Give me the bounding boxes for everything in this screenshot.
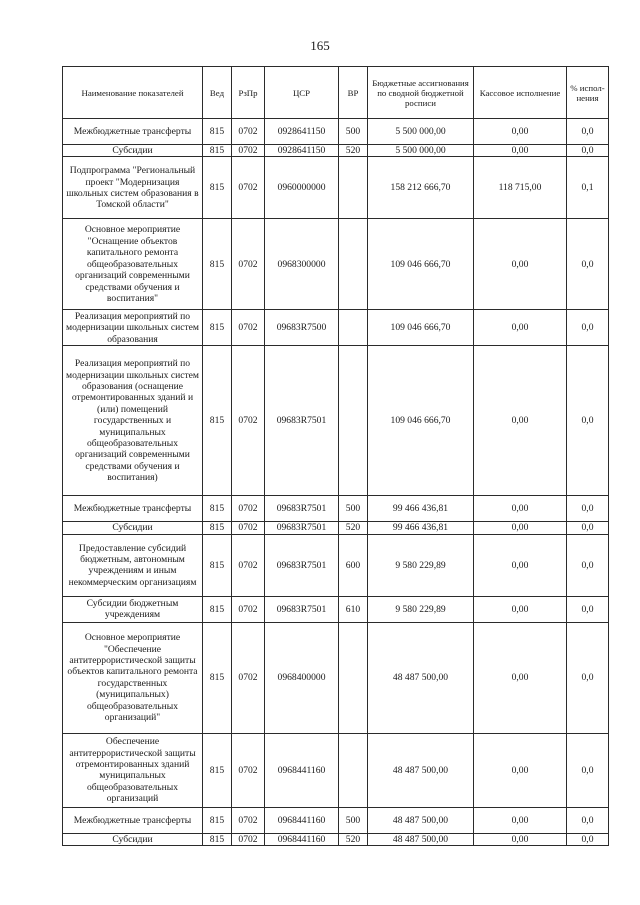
cell-csr: 0968400000 — [265, 622, 339, 733]
cell-csr: 0928641150 — [265, 145, 339, 157]
cell-vr — [339, 157, 368, 219]
cell-csr: 09683R7501 — [265, 596, 339, 622]
cell-name: Субсидии — [63, 145, 203, 157]
cell-assignments: 109 046 666,70 — [368, 219, 474, 310]
cell-assignments: 109 046 666,70 — [368, 346, 474, 496]
cell-cash-execution: 0,00 — [474, 346, 567, 496]
table-row — [63, 346, 609, 496]
cell-cash-execution: 0,00 — [474, 622, 567, 733]
page-number: 165 — [310, 38, 330, 53]
cell-rzpr: 0702 — [232, 219, 265, 310]
cell-rzpr: 0702 — [232, 833, 265, 845]
cell-ved: 815 — [203, 119, 232, 145]
table-row — [63, 219, 609, 310]
table-row — [63, 622, 609, 733]
cell-csr: 0968441160 — [265, 807, 339, 833]
cell-vr: 500 — [339, 119, 368, 145]
header-assignments: Бюджетные ассигнования по сводной бюджетной росписи — [368, 67, 474, 119]
cell-execution-percent: 0,0 — [567, 219, 609, 310]
cell-rzpr: 0702 — [232, 534, 265, 596]
cell-ved: 815 — [203, 596, 232, 622]
cell-execution-percent: 0,0 — [567, 733, 609, 807]
header-rzpr: РзПр — [232, 67, 265, 119]
cell-assignments: 48 487 500,00 — [368, 833, 474, 845]
cell-csr: 0968441160 — [265, 733, 339, 807]
cell-csr: 09683R7500 — [265, 310, 339, 346]
cell-execution-percent: 0,0 — [567, 145, 609, 157]
cell-ved: 815 — [203, 219, 232, 310]
cell-execution-percent: 0,0 — [567, 807, 609, 833]
cell-csr: 09683R7501 — [265, 534, 339, 596]
cell-execution-percent: 0,0 — [567, 496, 609, 522]
cell-execution-percent: 0,0 — [567, 310, 609, 346]
cell-name: Межбюджетные трансферты — [63, 807, 203, 833]
table-row — [63, 733, 609, 807]
cell-assignments: 5 500 000,00 — [368, 145, 474, 157]
table-row — [63, 157, 609, 219]
cell-cash-execution: 0,00 — [474, 119, 567, 145]
cell-rzpr: 0702 — [232, 157, 265, 219]
cell-rzpr: 0702 — [232, 310, 265, 346]
cell-csr: 0968300000 — [265, 219, 339, 310]
cell-assignments: 48 487 500,00 — [368, 807, 474, 833]
cell-rzpr: 0702 — [232, 622, 265, 733]
cell-ved: 815 — [203, 496, 232, 522]
cell-assignments: 5 500 000,00 — [368, 119, 474, 145]
cell-name: Межбюджетные трансферты — [63, 496, 203, 522]
header-vr: ВР — [339, 67, 368, 119]
cell-rzpr: 0702 — [232, 733, 265, 807]
table-row — [63, 522, 609, 534]
cell-csr: 09683R7501 — [265, 496, 339, 522]
table-row — [63, 119, 609, 145]
cell-rzpr: 0702 — [232, 522, 265, 534]
cell-name: Предоставление субсидий бюджетным, автономным учреждениям и иным некоммерческим организациям — [63, 534, 203, 596]
cell-assignments: 48 487 500,00 — [368, 733, 474, 807]
cell-csr: 0968441160 — [265, 833, 339, 845]
cell-vr — [339, 310, 368, 346]
budget-table — [62, 66, 609, 846]
cell-name: Реализация мероприятий по модернизации школьных систем образования — [63, 310, 203, 346]
cell-assignments: 109 046 666,70 — [368, 310, 474, 346]
cell-cash-execution: 0,00 — [474, 496, 567, 522]
cell-name: Субсидии — [63, 522, 203, 534]
cell-name: Основное мероприятие "Обеспечение антитеррористической защиты объектов капитального ремонта государственных (муниципальных) общеобразовательных организаций" — [63, 622, 203, 733]
cell-cash-execution: 0,00 — [474, 219, 567, 310]
header-csr: ЦСР — [265, 67, 339, 119]
table-row — [63, 310, 609, 346]
cell-ved: 815 — [203, 346, 232, 496]
cell-assignments: 9 580 229,89 — [368, 596, 474, 622]
cell-vr — [339, 733, 368, 807]
cell-name: Межбюджетные трансферты — [63, 119, 203, 145]
cell-cash-execution: 0,00 — [474, 807, 567, 833]
cell-cash-execution: 0,00 — [474, 833, 567, 845]
cell-cash-execution: 118 715,00 — [474, 157, 567, 219]
cell-vr — [339, 346, 368, 496]
table-row — [63, 833, 609, 845]
cell-vr — [339, 219, 368, 310]
cell-ved: 815 — [203, 622, 232, 733]
cell-assignments: 99 466 436,81 — [368, 496, 474, 522]
cell-ved: 815 — [203, 733, 232, 807]
cell-vr: 610 — [339, 596, 368, 622]
cell-assignments: 48 487 500,00 — [368, 622, 474, 733]
cell-vr: 520 — [339, 833, 368, 845]
cell-ved: 815 — [203, 833, 232, 845]
cell-assignments: 158 212 666,70 — [368, 157, 474, 219]
cell-csr: 09683R7501 — [265, 346, 339, 496]
cell-assignments: 9 580 229,89 — [368, 534, 474, 596]
cell-vr: 520 — [339, 145, 368, 157]
header-ved: Вед — [203, 67, 232, 119]
cell-rzpr: 0702 — [232, 119, 265, 145]
cell-ved: 815 — [203, 534, 232, 596]
cell-name: Субсидии бюджетным учреждениям — [63, 596, 203, 622]
cell-csr: 0928641150 — [265, 119, 339, 145]
cell-vr: 520 — [339, 522, 368, 534]
cell-vr: 500 — [339, 807, 368, 833]
cell-cash-execution: 0,00 — [474, 145, 567, 157]
cell-ved: 815 — [203, 807, 232, 833]
cell-name: Субсидии — [63, 833, 203, 845]
cell-ved: 815 — [203, 310, 232, 346]
header-name: Наименование показателей — [63, 67, 203, 119]
table-row — [63, 145, 609, 157]
header-execution-percent: % испол-нения — [567, 67, 609, 119]
table-row — [63, 596, 609, 622]
cell-execution-percent: 0,0 — [567, 833, 609, 845]
cell-ved: 815 — [203, 522, 232, 534]
cell-ved: 815 — [203, 157, 232, 219]
cell-cash-execution: 0,00 — [474, 733, 567, 807]
cell-execution-percent: 0,1 — [567, 157, 609, 219]
cell-execution-percent: 0,0 — [567, 534, 609, 596]
cell-vr: 500 — [339, 496, 368, 522]
cell-ved: 815 — [203, 145, 232, 157]
cell-rzpr: 0702 — [232, 496, 265, 522]
cell-name: Реализация мероприятий по модернизации школьных систем образования (оснащение отремонтированных зданий и (или) помещений государственных и муниципальных общеобразовательных организаций современными средствами обучения и воспитания) — [63, 346, 203, 496]
cell-name: Основное мероприятие "Оснащение объектов капитального ремонта общеобразовательных организаций современными средствами обучения и воспитания" — [63, 219, 203, 310]
cell-rzpr: 0702 — [232, 145, 265, 157]
cell-execution-percent: 0,0 — [567, 522, 609, 534]
cell-execution-percent: 0,0 — [567, 119, 609, 145]
cell-rzpr: 0702 — [232, 346, 265, 496]
cell-csr: 09683R7501 — [265, 522, 339, 534]
cell-rzpr: 0702 — [232, 807, 265, 833]
table-row — [63, 807, 609, 833]
cell-vr — [339, 622, 368, 733]
cell-cash-execution: 0,00 — [474, 310, 567, 346]
table-header-row — [63, 67, 609, 119]
header-cash-execution: Кассовое исполнение — [474, 67, 567, 119]
cell-cash-execution: 0,00 — [474, 522, 567, 534]
cell-cash-execution: 0,00 — [474, 596, 567, 622]
cell-cash-execution: 0,00 — [474, 534, 567, 596]
cell-name: Подпрограмма "Региональный проект "Модернизация школьных систем образования в Томской области" — [63, 157, 203, 219]
cell-assignments: 99 466 436,81 — [368, 522, 474, 534]
table-row — [63, 496, 609, 522]
cell-rzpr: 0702 — [232, 596, 265, 622]
cell-execution-percent: 0,0 — [567, 346, 609, 496]
cell-csr: 0960000000 — [265, 157, 339, 219]
table-row — [63, 534, 609, 596]
cell-vr: 600 — [339, 534, 368, 596]
cell-execution-percent: 0,0 — [567, 596, 609, 622]
cell-execution-percent: 0,0 — [567, 622, 609, 733]
cell-name: Обеспечение антитеррористической защиты отремонтированных зданий муниципальных общеобразовательных организаций — [63, 733, 203, 807]
